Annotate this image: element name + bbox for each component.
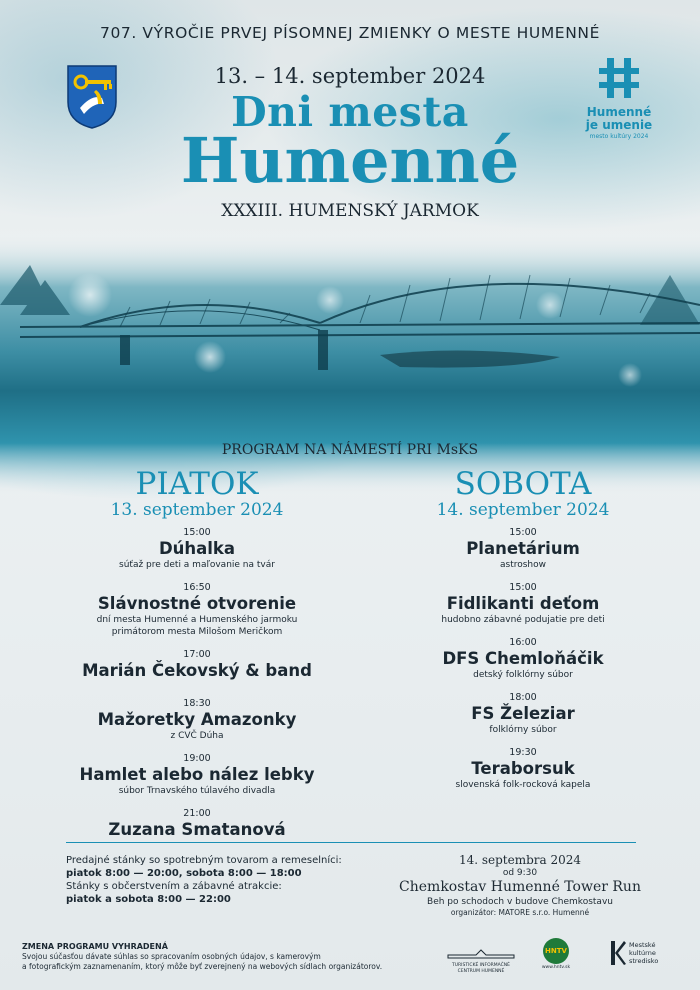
tic-line-1: TURISTICKÉ INFORMAČNÉ — [452, 963, 510, 968]
event-desc: z CVČ Dúha — [170, 731, 224, 741]
friday-column — [22, 468, 372, 840]
list-item — [348, 636, 698, 681]
list-item — [22, 526, 372, 571]
msks-line-3: stredisko — [629, 957, 659, 965]
list-item — [22, 807, 372, 840]
footer-notice — [22, 942, 422, 972]
stalls-line-1: Predajné stánky so spotrebným tovarom a remeselníci: — [66, 855, 342, 866]
run-date: 14. septembra 2024 — [458, 853, 582, 867]
event-desc: súťaž pre deti a maľovanie na tvár — [119, 560, 275, 570]
event-time: 15:00 — [509, 582, 537, 593]
event-dates: 13. – 14. september 2024 — [214, 64, 486, 88]
event-time: 19:00 — [183, 753, 211, 764]
footer-text-1: Svojou súčasťou dávate súhlas so spracovaním osobných údajov, s kamerovým — [22, 952, 321, 961]
event-desc: detský folklórny súbor — [473, 670, 573, 680]
building-icon — [446, 949, 516, 959]
logo-line-2: je umenie — [585, 118, 653, 132]
event-name: Mažoretky Amazonky — [97, 710, 297, 729]
event-desc: hudobno zábavné podujatie pre deti — [441, 615, 605, 625]
event-time: 19:30 — [509, 747, 537, 758]
tic-line-2: CENTRUM HUMENNÉ — [457, 969, 505, 974]
saturday-date: 14. september 2024 — [436, 500, 610, 520]
tower-run-info — [395, 853, 645, 918]
logo-line-1: Humenné — [586, 105, 652, 119]
event-name: FS Železiar — [471, 704, 575, 723]
event-time: 16:50 — [183, 582, 211, 593]
section-divider — [66, 842, 636, 843]
hash-logo-icon — [597, 56, 641, 100]
footer-text-2: a fotografickým zaznamenaním, ktorý môže byť zverejnený na webových sídlach organizátorov. — [22, 962, 383, 971]
footer-heading: ZMENA PROGRAMU VYHRADENÁ — [22, 942, 168, 951]
event-name: Slávnostné otvorenie — [97, 594, 297, 613]
list-item — [348, 746, 698, 791]
stalls-info — [66, 854, 386, 906]
tic-logo — [444, 944, 518, 975]
hntv-url: www.hntv.sk — [541, 965, 571, 970]
list-item — [22, 648, 372, 681]
event-time: 16:00 — [509, 637, 537, 648]
event-name: Hamlet alebo nález lebky — [79, 765, 315, 784]
msks-text — [629, 941, 658, 965]
stalls-line-2: piatok 8:00 — 20:00, sobota 8:00 — 18:00 — [66, 868, 302, 879]
msks-line-2: kultúrne — [629, 949, 656, 957]
event-desc: slovenská folk-rocková kapela — [455, 780, 591, 790]
event-desc: súbor Trnavského túlavého divadla — [118, 786, 276, 796]
title-line-1: Dni mesta — [231, 88, 469, 136]
event-desc: folklórny súbor — [489, 725, 557, 735]
event-name: Teraborsuk — [471, 759, 575, 778]
humenne-je-umenie-logo — [584, 56, 654, 141]
logo-line-3: mesto kultúry 2024 — [589, 133, 649, 140]
saturday-column — [348, 468, 698, 791]
event-subtitle: XXXIII. HUMENSKÝ JARMOK — [221, 201, 479, 221]
friday-day: PIATOK — [135, 466, 259, 502]
event-time: 15:00 — [183, 527, 211, 538]
list-item — [348, 581, 698, 626]
list-item — [22, 752, 372, 797]
event-time: 18:00 — [509, 692, 537, 703]
event-desc-2: primátorom mesta Milošom Meričkom — [111, 627, 283, 637]
list-item — [22, 581, 372, 638]
run-organizer: organizátor: MATORE s.r.o. Humenné — [450, 908, 590, 917]
run-time: od 9:30 — [502, 868, 538, 878]
event-name: Planetárium — [466, 539, 580, 558]
event-name: DFS Chemloňáčik — [442, 649, 604, 668]
event-time: 21:00 — [183, 808, 211, 819]
event-name: Zuzana Smatanová — [108, 820, 286, 839]
hntv-logo — [538, 938, 574, 971]
list-item — [348, 691, 698, 736]
stalls-line-3: Stánky s občerstvením a zábavné atrakcie: — [66, 881, 282, 892]
program-heading: PROGRAM NA NÁMESTÍ PRI MsKS — [221, 442, 479, 458]
event-time: 17:00 — [183, 649, 211, 660]
event-name: Dúhalka — [158, 539, 236, 558]
msks-k-icon — [610, 940, 626, 966]
list-item — [348, 526, 698, 571]
list-item — [22, 697, 372, 742]
title-line-2: Humenné — [180, 124, 520, 197]
stalls-line-4: piatok a sobota 8:00 — 22:00 — [66, 894, 231, 905]
friday-date: 13. september 2024 — [110, 500, 284, 520]
saturday-day: SOBOTA — [454, 466, 592, 502]
event-desc: astroshow — [499, 560, 546, 570]
event-name: Fidlikanti deťom — [446, 594, 600, 613]
event-desc: dní mesta Humenné a Humenského jarmoku — [96, 615, 298, 625]
anniversary-heading: 707. VÝROČIE PRVEJ PÍSOMNEJ ZMIENKY O MESTE HUMENNÉ — [99, 24, 600, 42]
event-name: Marián Čekovský & band — [82, 661, 312, 680]
event-time: 18:30 — [183, 698, 211, 709]
run-desc: Beh po schodoch v budove Chemkostavu — [427, 897, 613, 907]
msks-line-1: Mestské — [629, 941, 656, 949]
run-name: Chemkostav Humenné Tower Run — [399, 879, 641, 895]
event-time: 15:00 — [509, 527, 537, 538]
hntv-badge: HNTV — [543, 938, 569, 964]
